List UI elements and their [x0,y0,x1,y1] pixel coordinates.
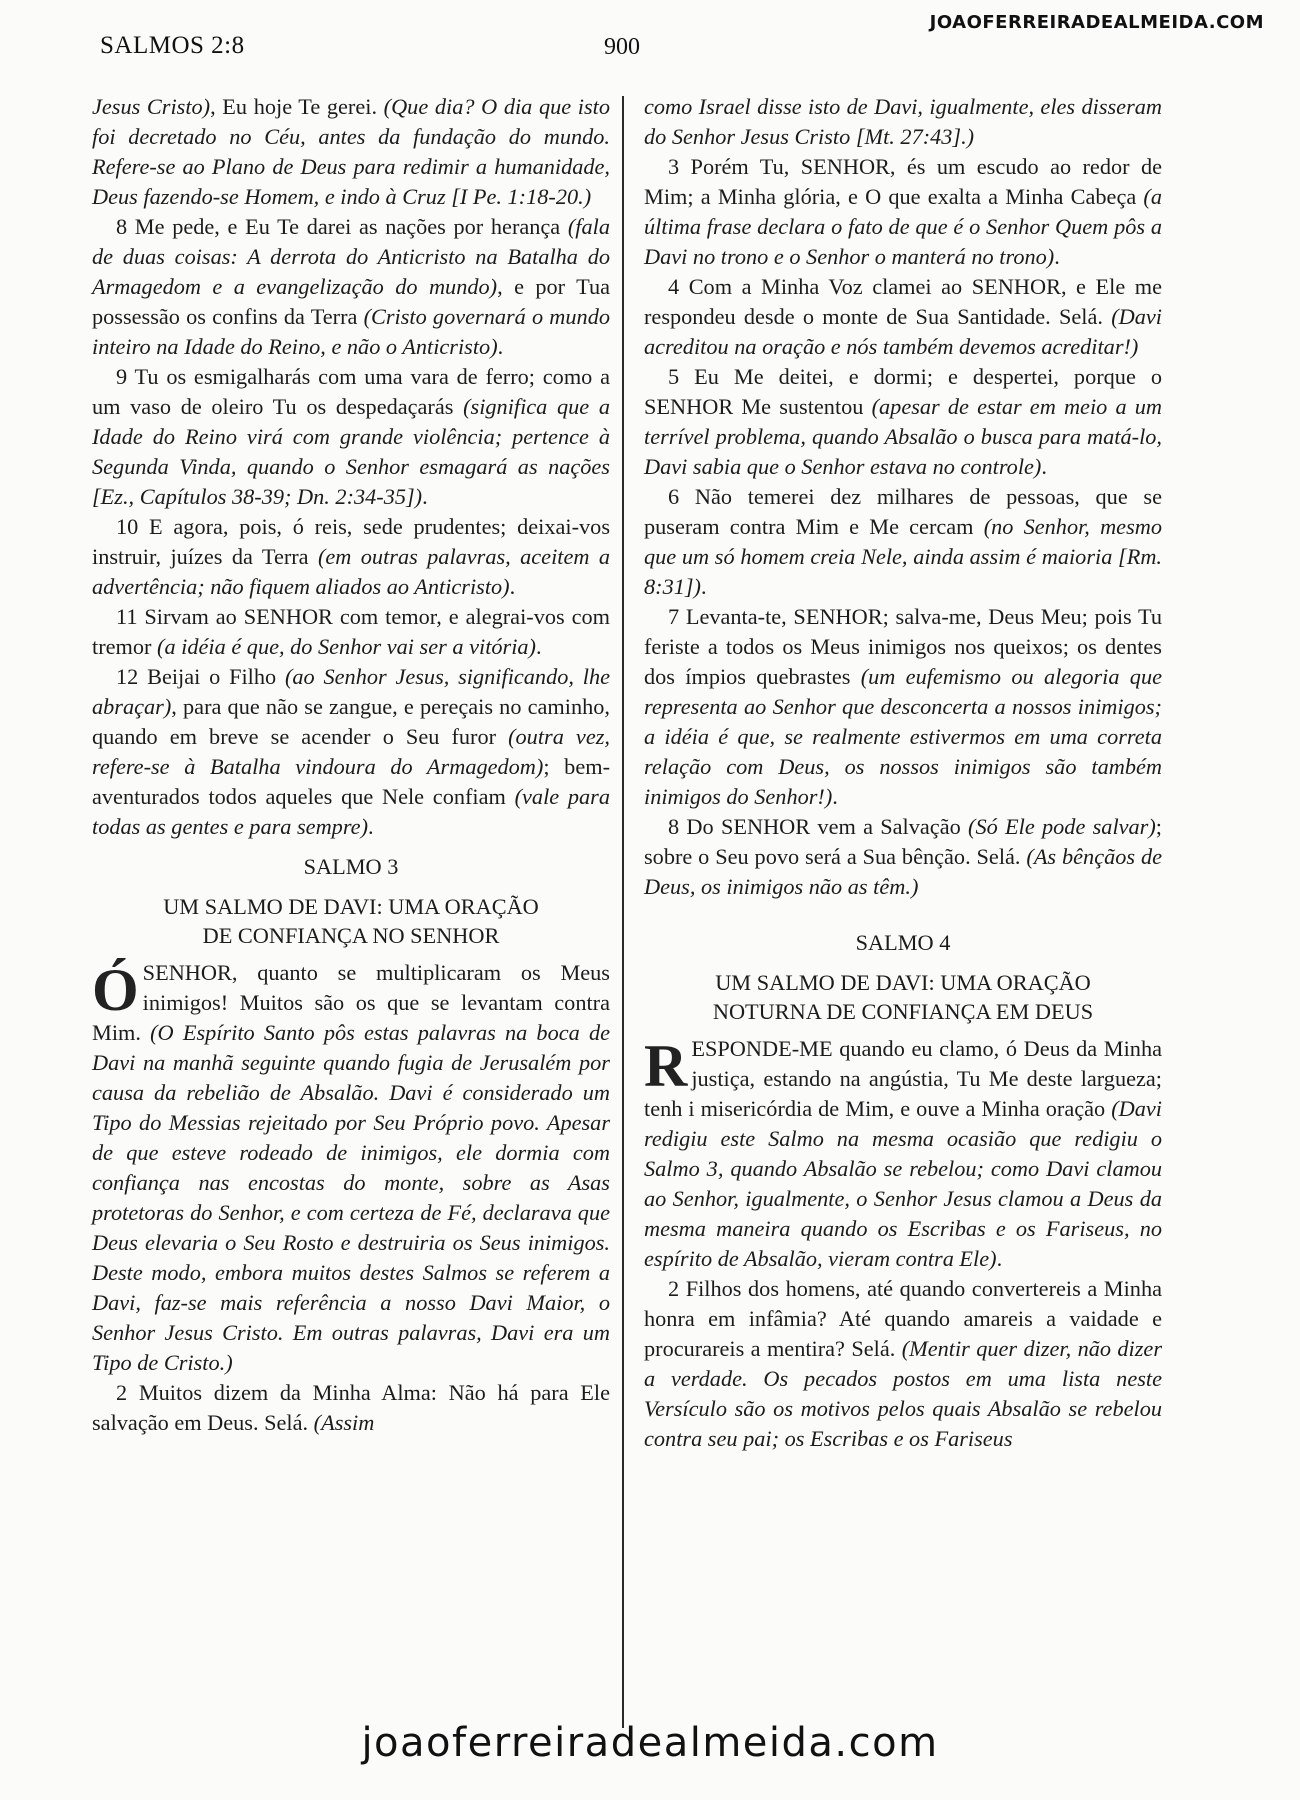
verse-text: 4 Com a Minha Voz clamei ao SENHOR, e Ele me respondeu desde o monte de Sua Santidade. Selá. [644,274,1162,329]
gloss: (apesar de estar em meio a um terrível problema, quando Absalão o busca para matá-lo, Davi sabia que o Senhor estava no controle) [644,394,1162,479]
psalm-3-title [92,892,610,950]
drop-cap: Ó [92,957,139,1023]
verse-text: . [368,814,374,839]
gloss: (outra vez, refere-se à Batalha vindoura do Armagedom) [92,724,610,779]
verse-text: 2 Muitos dizem da Minha Alma: Não há para Ele salvação em Deus. Selá. [92,1380,610,1435]
verse-text: 12 Beijai o Filho [116,664,285,689]
verse-text: SENHOR, quanto se multiplicaram os Meus inimigos! Muitos são os que se levantam contra Mim. [92,960,610,1045]
gloss: como Israel disse isto de Davi, igualmente, eles disseram do Senhor Jesus Cristo [Mt. 27:43].) [644,94,1162,149]
verse-text: . [536,634,542,659]
verse-text: ; bem-aventurados todos aqueles que Nele confiam [92,754,610,809]
psalm-3-verse-1 [92,958,610,1378]
gloss: (vale para todas as gentes e para sempre) [92,784,611,839]
verse-text: 10 E agora, pois, ó reis, sede prudentes; deixai-vos instruir, juízes da Terra [92,514,610,569]
verse-text: 5 Eu Me deitei, e dormi; e despertei, porque o SENHOR Me sustentou [644,364,1162,419]
psalm-3-verse-7 [644,602,1162,812]
psalm-4-title [644,968,1162,1026]
column-divider [622,96,624,1728]
verse-text: . [1041,454,1047,479]
verse-9 [92,362,610,512]
gloss: (ao Senhor Jesus, significando, lhe abraçar) [92,664,610,719]
verse-8 [92,212,610,362]
gloss: Jesus Cristo) [92,94,211,119]
right-column [644,92,1162,1454]
verse-text: 6 Não temerei dez milhares de pessoas, que se puseram contra Mim e Me cercam [644,484,1162,539]
psalm-3-verse-3 [644,152,1162,272]
site-watermark-bottom: joaoferreiradealmeida.com [361,1720,939,1766]
gloss: (fala de duas coisas: A derrota do Anticristo na Batalha do Armagedom e a evangelização do mundo) [92,214,610,299]
verse-text: 8 Me pede, e Eu Te darei as nações por herança [116,214,568,239]
verse-text: , e por Tua possessão os confins da Terra [92,274,610,329]
gloss: (Davi acreditou na oração e nós também devemos acreditar!) [644,304,1162,359]
psalm-3-title-line-2: DE CONFIANÇA NO SENHOR [202,923,500,948]
gloss: (a última frase declara o fato de que é o Senhor Quem pôs a Davi no trono e o Senhor o manterá no trono) [644,184,1162,269]
verse-text: . [1054,244,1060,269]
psalm-4-verse-2 [644,1274,1162,1454]
verse-text: . [422,484,428,509]
gloss: (O Espírito Santo pôs estas palavras na boca de Davi na manhã seguinte quando fugia de Jerusalém por causa da rebelião de Absalão. Davi é considerado um Tipo do Messias rejeitado por Seu Próprio povo. Apesar de que esteve rodeado de inimigos, ele dormia com confiança nas encostas do monte, sobre as Asas protetoras do Senhor, e com certeza de Fé, declarava que Deus elevaria o Seu Rosto e destruiria os Seus inimigos. Deste modo, embora muitos destes Salmos se referem a Davi, faz-se mais referência a nosso Davi Maior, o Senhor Jesus Cristo. Em outras palavras, Davi era um Tipo de Cristo.) [92,1020,610,1375]
gloss: (Cristo governará o mundo inteiro na Idade do Reino, e não o Anticristo) [92,304,610,359]
verse-text: ESPONDE-ME quando eu clamo, ó Deus da Minha justiça, estando na angústia, Tu Me deste largueza; tenh i misericórdia de Mim, e ouve a Minha oração [644,1036,1162,1121]
verse-text: 2 Filhos dos homens, até quando convertereis a Minha honra em infâmia? Até quando amareis a vaidade e procurareis a mentira? Selá. [644,1276,1162,1361]
gloss: (no Senhor, mesmo que um só homem creia Nele, ainda assim é maioria [Rm. 8:31]) [644,514,1162,599]
verse-text: . [832,784,838,809]
drop-cap: R [644,1033,688,1099]
verse-12 [92,662,610,842]
verse-10 [92,512,610,602]
verse-7-continuation [92,92,610,212]
gloss: (um eufemismo ou alegoria que representa ao Senhor que desconcerta a nossos inimigos; a idéia é que, se realmente estivermos em uma correta relação com Deus, os nossos inimigos são também inimigos do Senhor!) [644,664,1162,809]
psalm-3-title-line-1: UM SALMO DE DAVI: UMA ORAÇÃO [163,894,539,919]
psalm-4-heading: SALMO 4 [855,930,951,955]
verse-text: , Eu hoje Te gerei. [210,94,384,119]
gloss: (a idéia é que, do Senhor vai ser a vitória) [157,634,536,659]
psalm-3-verse-2-continuation [644,92,1162,152]
verse-text: ; sobre o Seu povo será a Sua bênção. Selá. [644,814,1162,869]
verse-text: 3 Porém Tu, SENHOR, és um escudo ao redor de Mim; a Minha glória, e O que exalta a Minha Cabeça [644,154,1162,209]
gloss: (Que dia? O dia que isto foi decretado no Céu, antes da fundação do mundo. Refere-se ao Plano de Deus para redimir a humanidade, Deus fazendo-se Homem, e indo à Cruz [I Pe. 1:18-20.) [92,94,610,209]
verse-text: 7 Levanta-te, SENHOR; salva-me, Deus Meu; pois Tu feriste a todos os Meus inimigos nos queixos; os dentes dos ímpios quebrastes [644,604,1162,689]
psalm-3-verse-8 [644,812,1162,902]
page-number: 900 [604,34,640,60]
gloss: (As bênçãos de Deus, os inimigos não as têm.) [644,844,1162,899]
verse-text: . [497,334,504,359]
psalm-4-title-line-1: UM SALMO DE DAVI: UMA ORAÇÃO [715,970,1091,995]
verse-text: . [996,1246,1003,1271]
running-head: SALMOS 2:8 [100,32,245,59]
gloss: (Davi redigiu este Salmo na mesma ocasião que redigiu o Salmo 3, quando Absalão se rebelou; como Davi clamou ao Senhor, igualmente, o Senhor Jesus clamou a Deus da mesma maneira quando os Escribas e os Fariseus, no espírito de Absalão, vieram contra Ele) [644,1096,1162,1271]
left-column [92,92,610,1438]
psalm-3-verse-6 [644,482,1162,602]
psalm-4-title-line-2: NOTURNA DE CONFIANÇA EM DEUS [712,999,1094,1024]
verse-text: , para que não se zangue, e pereçais no caminho, quando em breve se acender o Seu furor [92,694,610,749]
psalm-3-verse-5 [644,362,1162,482]
gloss: (Só Ele pode salvar) [968,814,1156,839]
verse-text: 11 Sirvam ao SENHOR com temor, e alegrai-vos com tremor [92,604,610,659]
psalm-3-verse-2 [92,1378,610,1438]
verse-11 [92,602,610,662]
verse-text: 8 Do SENHOR vem a Salvação [668,814,969,839]
verse-text: . [509,574,516,599]
psalm-4-verse-1 [644,1034,1162,1274]
gloss: (Assim [313,1410,375,1435]
gloss: (em outras palavras, aceitem a advertência; não fiquem aliados ao Anticristo) [92,544,610,599]
psalm-3-heading: SALMO 3 [303,854,399,879]
psalm-3-verse-4 [644,272,1162,362]
gloss: (Mentir quer dizer, não dizer a verdade. Os pecados postos em uma lista neste Versículo são os motivos pelos quais Absalão se rebelou contra seu pai; os Escribas e os Fariseus [644,1336,1163,1451]
verse-text: . [700,574,707,599]
gloss: (significa que a Idade do Reino virá com grande violência; pertence à Segunda Vinda, quando o Senhor esmagará as nações [Ez., Capítulos 38-39; Dn. 2:34-35]) [92,394,610,509]
site-watermark-top: JOAOFERREIRADEALMEIDA.COM [929,12,1264,33]
verse-text: 9 Tu os esmigalharás com uma vara de ferro; como a um vaso de oleiro Tu os despedaçarás [92,364,610,419]
